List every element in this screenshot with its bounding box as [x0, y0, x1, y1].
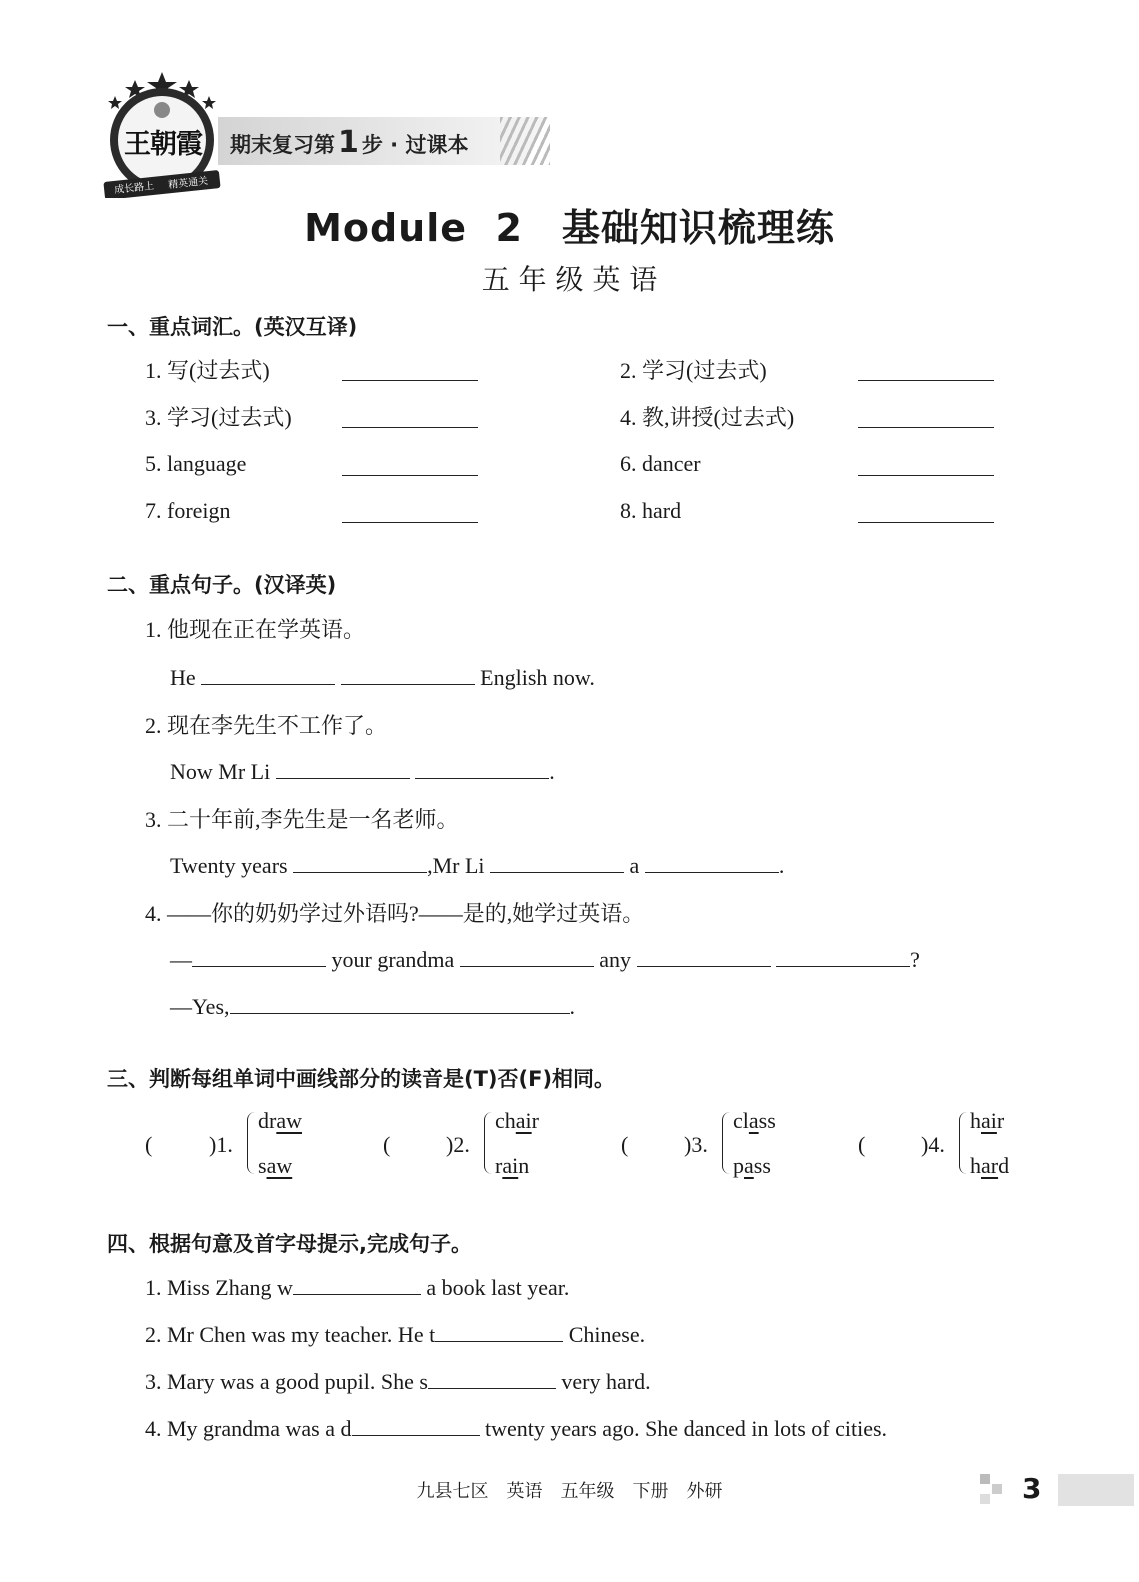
answer-paren[interactable]: ( [383, 1132, 391, 1157]
banner-stripes [500, 117, 550, 165]
answer-blank[interactable] [342, 405, 478, 428]
answer-blank[interactable] [352, 1413, 480, 1436]
question-number: )4. [921, 1132, 945, 1157]
question-en: He English now. [170, 662, 595, 691]
brace [722, 1112, 731, 1174]
page-number: 3 [1022, 1472, 1042, 1505]
footer-bar [1058, 1474, 1134, 1506]
section3-heading: 三、判断每组单词中画线部分的读音是(T)否(F)相同。 [107, 1067, 616, 1091]
answer-blank[interactable] [858, 500, 994, 523]
sentence: 4. My grandma was a d twenty years ago. She danced in lots of cities. [145, 1413, 887, 1442]
question-number: )2. [446, 1132, 470, 1157]
word: chair [495, 1108, 539, 1133]
answer-blank[interactable] [415, 756, 549, 779]
answer-blank[interactable] [342, 358, 478, 381]
word: class [733, 1108, 776, 1133]
answer-blank[interactable] [428, 1366, 556, 1389]
answer-blank[interactable] [230, 991, 570, 1014]
question-en: Now Mr Li . [170, 756, 555, 785]
vocab-item: 3. 学习(过去式) [145, 405, 292, 430]
answer-blank[interactable] [342, 453, 478, 476]
question-en: — your grandma any ? [170, 944, 920, 973]
answer-blank[interactable] [637, 944, 771, 967]
answer-blank[interactable] [858, 358, 994, 381]
banner-text: 期末复习第 1 步 · 过课本 [230, 125, 469, 160]
vocab-item: 8. hard [620, 498, 682, 523]
answer-blank[interactable] [858, 405, 994, 428]
footer-text: 九县七区 英语 五年级 下册 外研 [416, 1481, 723, 1502]
section1-grid [145, 354, 1005, 534]
word: rain [495, 1153, 530, 1178]
answer-paren[interactable]: ( [621, 1132, 629, 1157]
section2-body [145, 613, 1045, 1023]
logo-sub-left: 成长路上 [113, 180, 155, 197]
vocab-item: 4. 教,讲授(过去式) [620, 405, 795, 430]
question-en: —Yes, . [170, 991, 575, 1020]
vocab-item: 2. 学习(过去式) [620, 358, 767, 383]
answer-blank[interactable] [435, 1319, 563, 1342]
question-cn: 3. 二十年前,李先生是一名老师。 [145, 807, 459, 832]
header [100, 68, 560, 208]
question-cn: 4. ——你的奶奶学过外语吗?——是的,她学过英语。 [145, 901, 645, 926]
answer-blank[interactable] [858, 453, 994, 476]
word: hard [970, 1153, 1010, 1178]
answer-blank[interactable] [276, 756, 410, 779]
answer-paren[interactable]: ( [145, 1132, 153, 1157]
vocab-item: 5. language [145, 451, 247, 476]
question-number: )1. [209, 1132, 233, 1157]
logo-text: 王朝霞 [124, 129, 202, 160]
word: pass [733, 1153, 771, 1178]
word: draw [258, 1108, 302, 1133]
page-subtitle: 五 年 级 英 语 [481, 263, 658, 296]
section2-heading: 二、重点句子。(汉译英) [107, 573, 337, 597]
brace [484, 1112, 493, 1174]
question-cn: 2. 现在李先生不工作了。 [145, 713, 388, 738]
brace [247, 1112, 256, 1174]
answer-blank[interactable] [293, 850, 427, 873]
sentence: 1. Miss Zhang w a book last year. [145, 1272, 569, 1301]
answer-blank[interactable] [341, 662, 475, 685]
question-number: )3. [684, 1132, 708, 1157]
word: hair [970, 1108, 1005, 1133]
vocab-item: 6. dancer [620, 451, 701, 476]
brace [959, 1112, 968, 1174]
section3-body [145, 1108, 1045, 1188]
answer-blank[interactable] [776, 944, 910, 967]
answer-blank[interactable] [645, 850, 779, 873]
sentence: 3. Mary was a good pupil. She s very hard. [145, 1366, 651, 1395]
answer-blank[interactable] [192, 944, 326, 967]
vocab-item: 7. foreign [145, 498, 231, 523]
answer-blank[interactable] [293, 1272, 421, 1295]
section1-heading: 一、重点词汇。(英汉互译) [107, 315, 358, 339]
question-en: Twenty years ,Mr Li a . [170, 850, 784, 879]
page-title: Module 2 基础知识梳理练 [304, 206, 835, 250]
answer-paren[interactable]: ( [858, 1132, 866, 1157]
sentence: 2. Mr Chen was my teacher. He t Chinese. [145, 1319, 645, 1348]
question-cn: 1. 他现在正在学英语。 [145, 617, 366, 642]
vocab-item: 1. 写(过去式) [145, 358, 270, 383]
answer-blank[interactable] [490, 850, 624, 873]
section4-heading: 四、根据句意及首字母提示,完成句子。 [107, 1232, 472, 1256]
answer-blank[interactable] [460, 944, 594, 967]
answer-blank[interactable] [201, 662, 335, 685]
footer-squares [980, 1474, 1016, 1506]
section4-body [145, 1272, 1045, 1452]
logo-sub-right: 精英通关 [167, 175, 209, 192]
answer-blank[interactable] [342, 500, 478, 523]
word: saw [258, 1153, 293, 1178]
